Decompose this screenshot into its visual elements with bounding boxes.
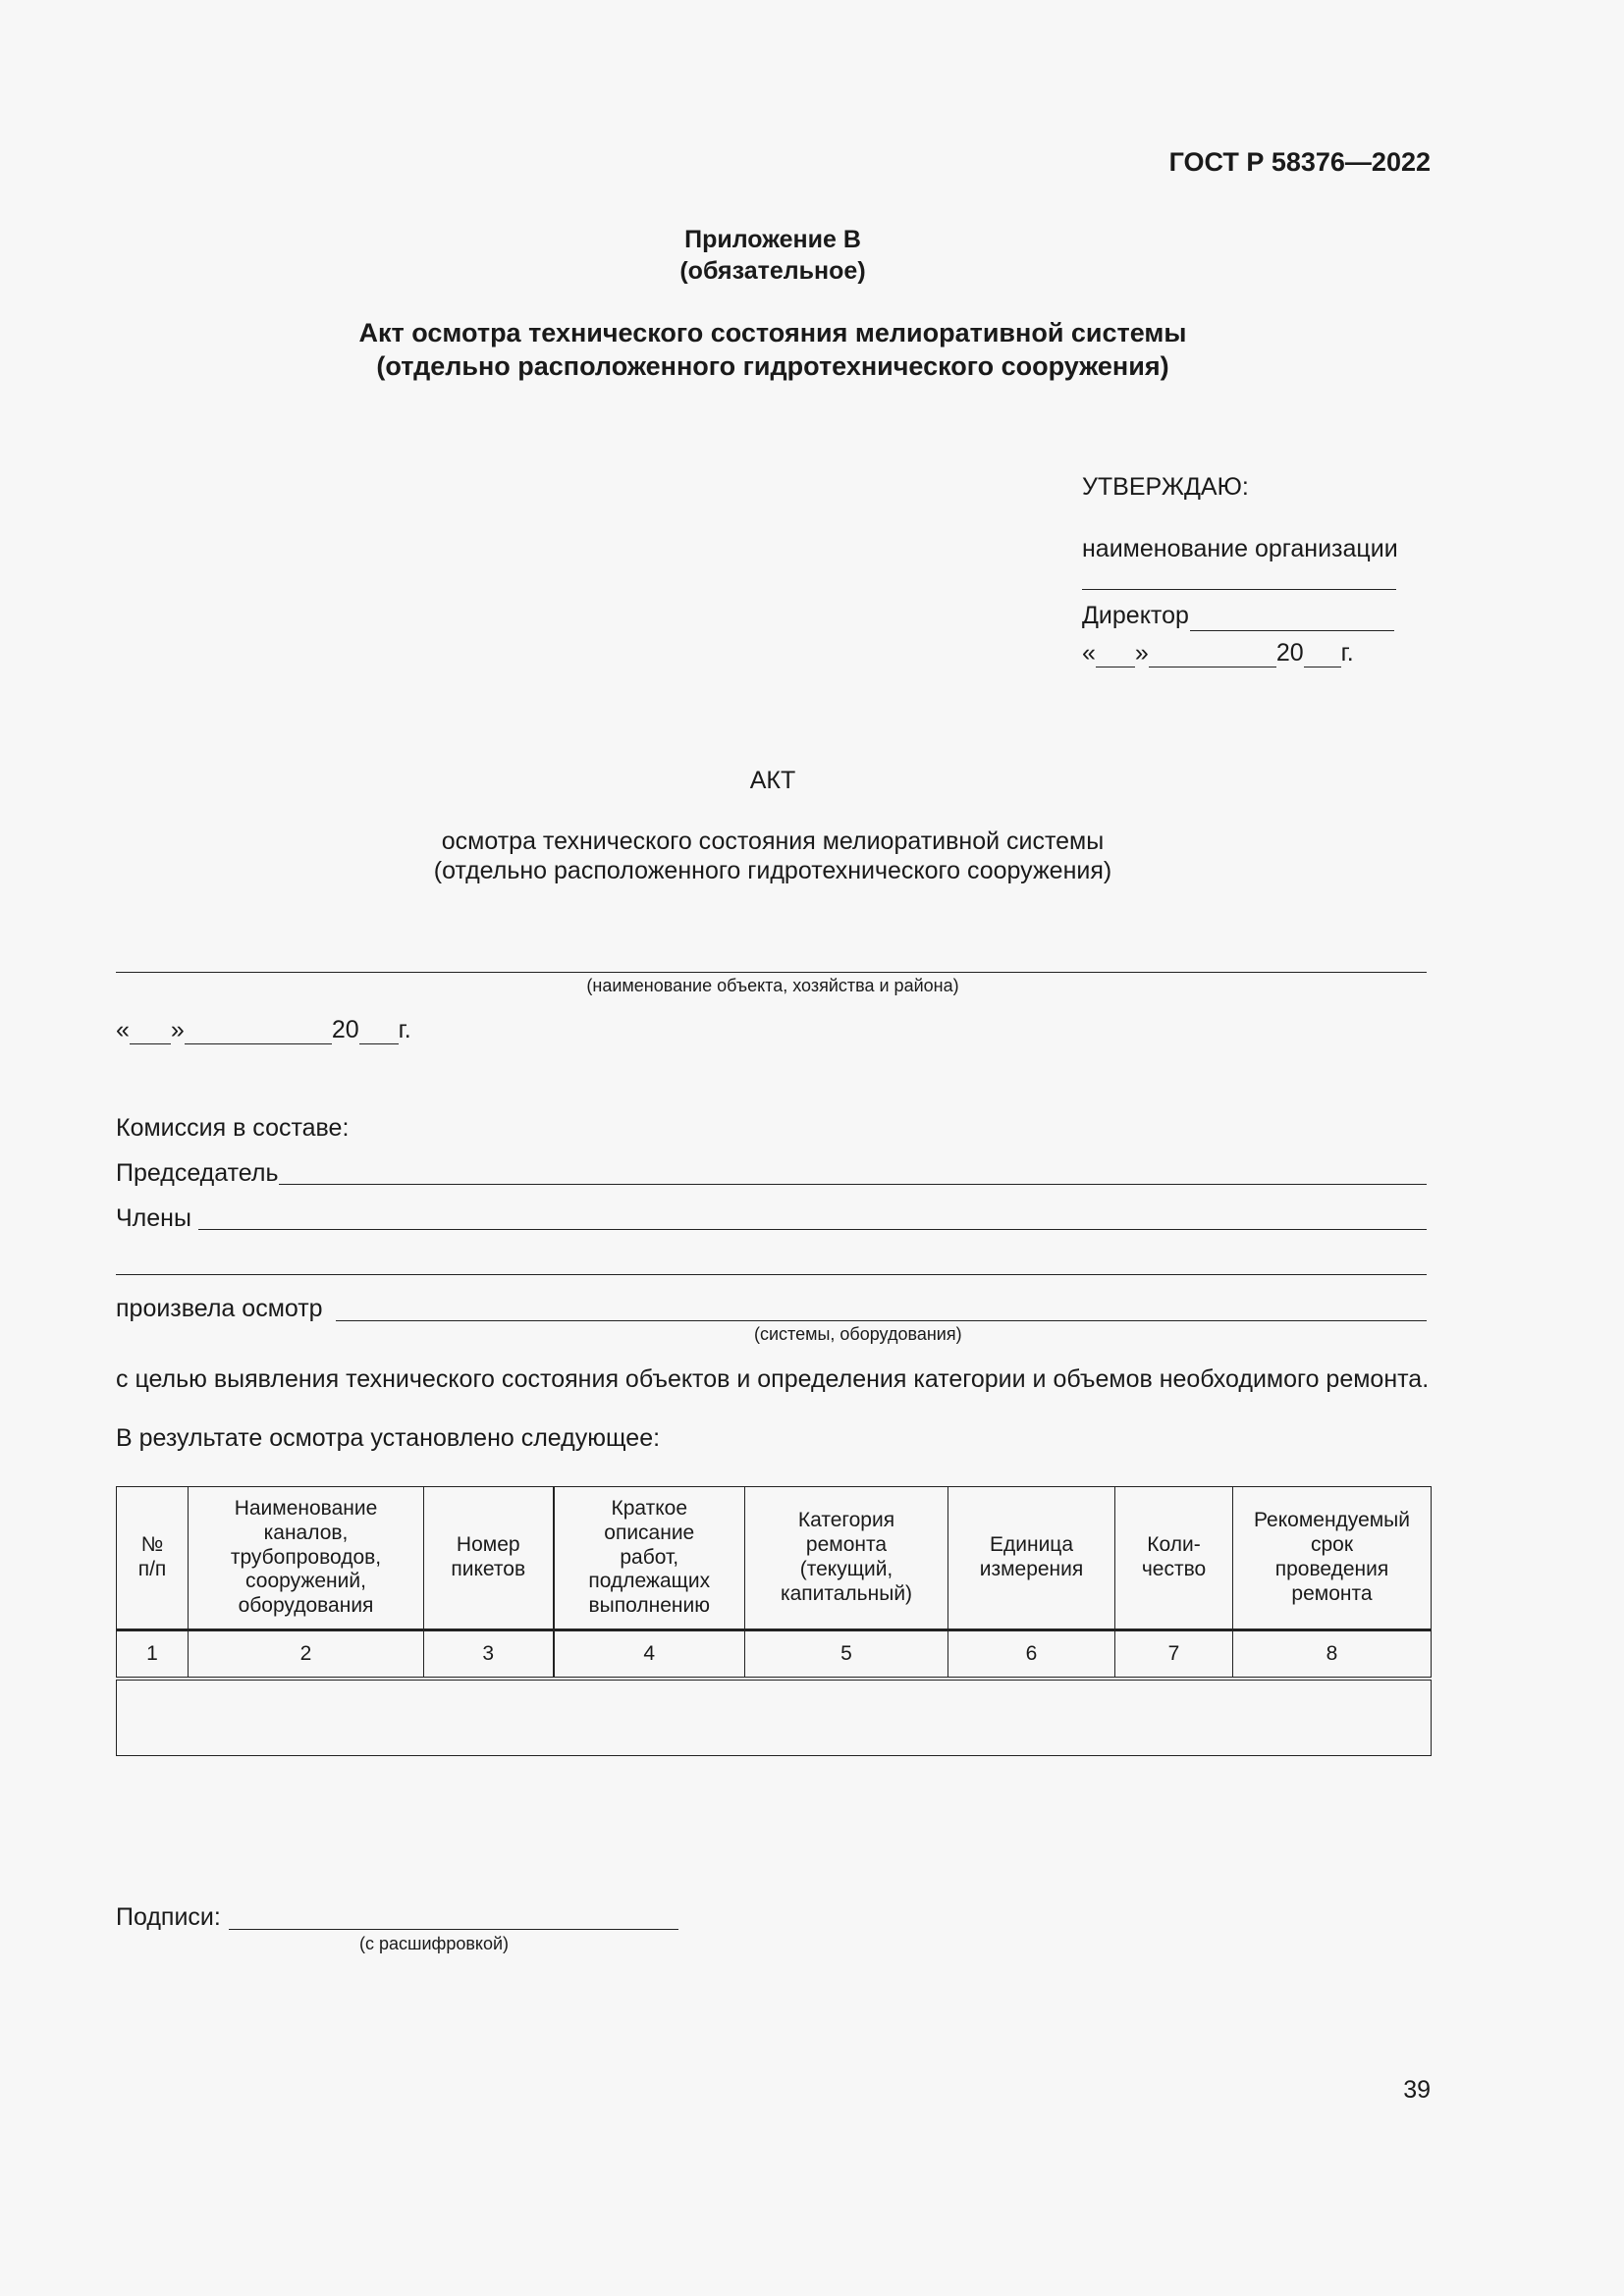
act-day-blank — [130, 1022, 171, 1044]
col-number-4: 4 — [554, 1630, 745, 1680]
col-header-1: № п/п — [117, 1487, 189, 1630]
col-header-4: Краткое описание работ, подлежащих выполнению — [554, 1487, 745, 1630]
col-header-5: Категория ремонта (текущий, капитальный) — [745, 1487, 948, 1630]
col-number-3: 3 — [424, 1630, 554, 1680]
director-line — [1190, 630, 1394, 631]
col-header-8: Рекомендуемый срок проведения ремонта — [1233, 1487, 1432, 1630]
members-line-2 — [116, 1274, 1427, 1275]
chairman-label: Председатель — [116, 1159, 279, 1187]
col-header-6: Единица измерения — [948, 1487, 1115, 1630]
col-header-3: Номер пикетов — [424, 1487, 554, 1630]
object-line — [116, 972, 1427, 973]
approval-org: наименование организации — [1082, 535, 1398, 562]
appendix-title: Приложение В — [684, 226, 861, 253]
act-subtitle-line2: (отдельно расположенного гидротехнического сооружения) — [433, 857, 1112, 884]
col-number-8: 8 — [1233, 1630, 1432, 1680]
standard-number: ГОСТ Р 58376—2022 — [1168, 147, 1431, 177]
repair-table — [116, 1486, 1432, 1756]
org-line — [1082, 589, 1396, 590]
col-number-7: 7 — [1115, 1630, 1233, 1680]
act-month-blank — [185, 1022, 332, 1044]
appendix-status: (обязательное) — [679, 257, 866, 285]
inspected-caption: (системы, оборудования) — [754, 1324, 962, 1344]
month-blank — [1149, 645, 1276, 667]
result-text: В результате осмотра установлено следующее: — [116, 1424, 661, 1452]
approval-date: « » 20 г. — [1082, 639, 1354, 667]
table-blank-row — [117, 1679, 1432, 1756]
commission-label: Комиссия в составе: — [116, 1114, 350, 1142]
approval-label: УТВЕРЖДАЮ: — [1082, 473, 1249, 501]
act-title: АКТ — [749, 767, 796, 794]
col-header-2: Наименование каналов, трубопроводов, сооружений, оборудования — [189, 1487, 424, 1630]
object-caption: (наименование объекта, хозяйства и района) — [586, 976, 959, 995]
col-header-7: Коли- чество — [1115, 1487, 1233, 1630]
year-blank — [1304, 645, 1341, 667]
act-year-blank — [359, 1022, 399, 1044]
chairman-line — [279, 1184, 1427, 1185]
col-number-1: 1 — [117, 1630, 189, 1680]
doc-title-line2: (отдельно расположенного гидротехнического сооружения) — [376, 351, 1169, 381]
act-date: « » 20 г. — [116, 1016, 411, 1043]
col-number-6: 6 — [948, 1630, 1115, 1680]
table-blank-cell — [117, 1679, 1432, 1756]
members-line — [198, 1229, 1427, 1230]
table-header-row — [117, 1487, 1432, 1630]
signatures-label: Подписи: — [116, 1903, 221, 1931]
col-number-5: 5 — [745, 1630, 948, 1680]
signature-line — [229, 1929, 678, 1930]
doc-title-line1: Акт осмотра технического состояния мелиоративной системы — [358, 318, 1187, 347]
day-blank — [1096, 645, 1135, 667]
purpose-text: с целью выявления технического состояния объектов и определения категории и объемов необходимого ремонта. — [116, 1365, 1430, 1393]
inspected-line — [336, 1320, 1427, 1321]
members-label: Члены — [116, 1204, 191, 1232]
signature-caption: (с расшифровкой) — [359, 1934, 510, 1953]
approval-director: Директор — [1082, 602, 1189, 629]
act-subtitle-line1: осмотра технического состояния мелиоративной системы — [441, 828, 1105, 855]
page-number: 39 — [1403, 2076, 1431, 2104]
inspected-label: произвела осмотр — [116, 1295, 323, 1322]
col-number-2: 2 — [189, 1630, 424, 1680]
table-number-row — [117, 1630, 1432, 1680]
